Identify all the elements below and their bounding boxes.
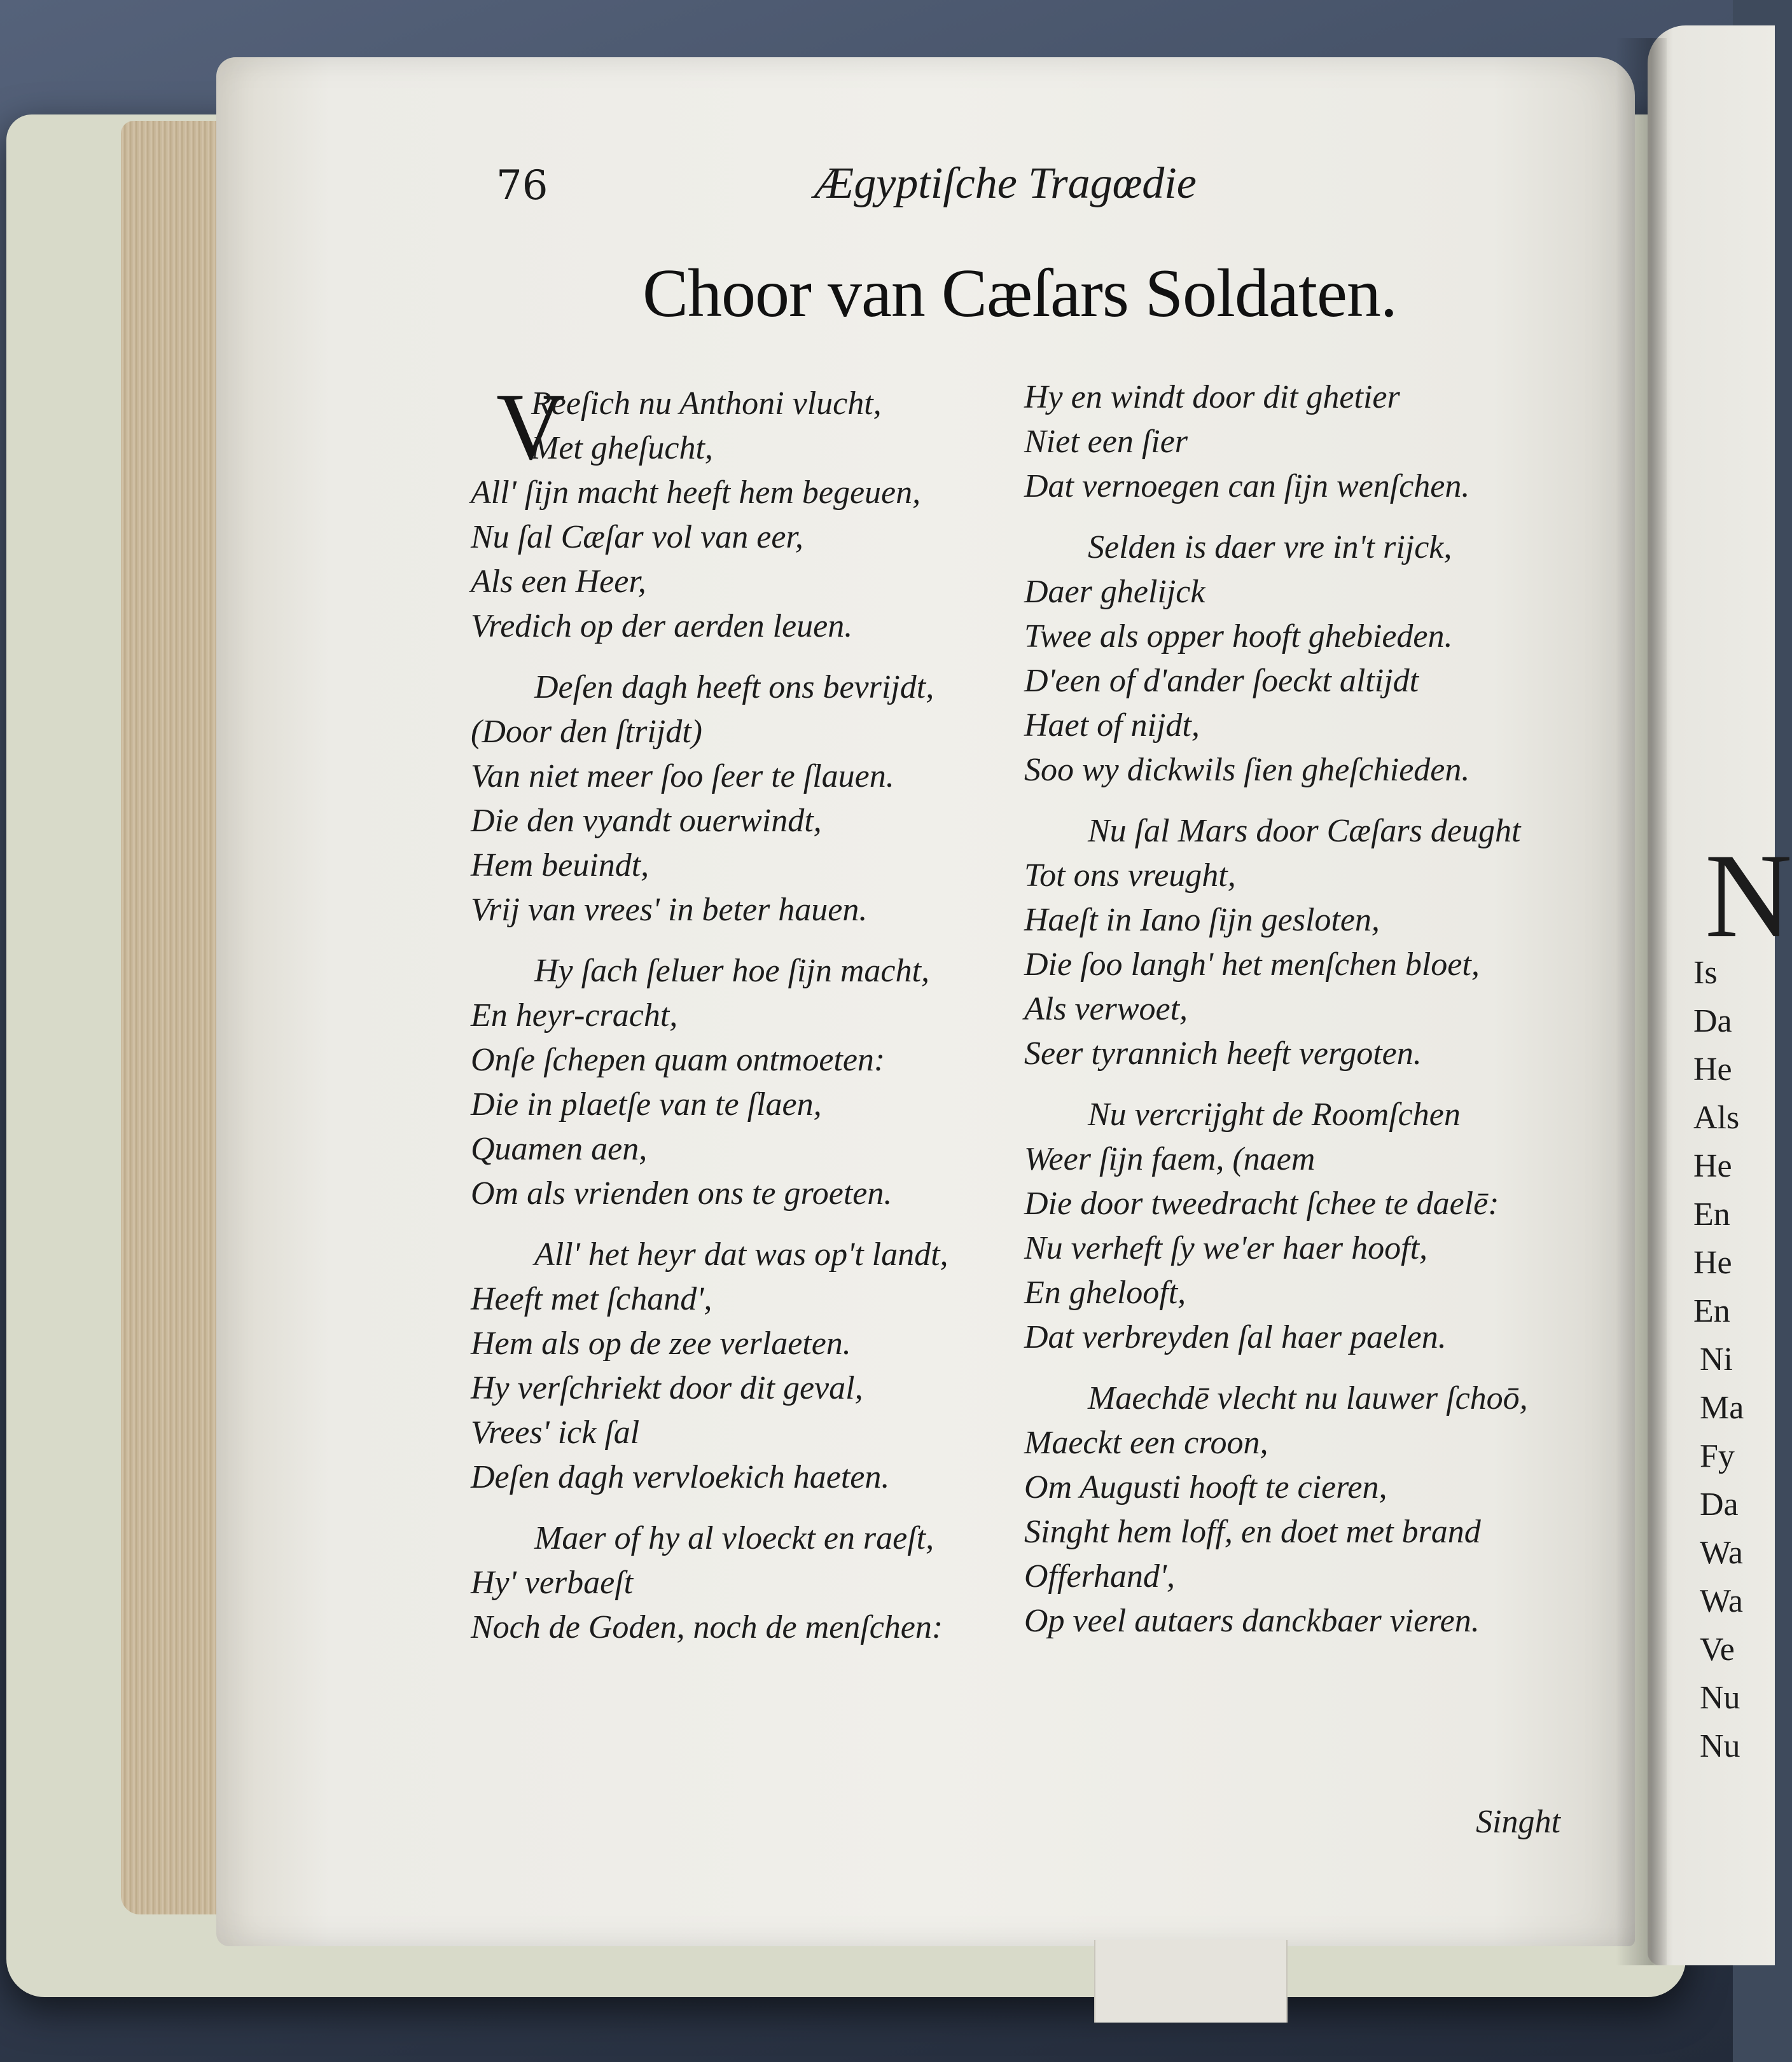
stanza	[471, 382, 1043, 649]
facing-page-line-fragment: Ve	[1700, 1631, 1735, 1668]
verse-line: All' ſijn macht heeft hem begeuen,	[471, 474, 921, 511]
verse-line: Reeſich nu Anthoni vlucht,	[531, 385, 882, 422]
catchword: Singht	[1476, 1804, 1560, 1840]
verse-line: Deſen dagh vervloekich haeten.	[471, 1459, 890, 1495]
facing-page-line-fragment: En	[1693, 1293, 1730, 1329]
stanza	[1024, 1376, 1584, 1643]
verse-line: Tot ons vreught,	[1024, 857, 1236, 894]
stanza	[471, 949, 1043, 1216]
verse-line: Nu ſal Mars door Cæſars deught	[1088, 813, 1521, 849]
verse-line: Hy verſchriekt door dit geval,	[471, 1370, 863, 1406]
running-title: Ægyptiſche Tragœdie	[814, 159, 1197, 208]
facing-page-line-fragment: He	[1693, 1245, 1732, 1281]
verse-line: Dat verbreyden ſal haer paelen.	[1024, 1319, 1447, 1355]
verse-line: Hem beuindt,	[471, 847, 649, 883]
stanza-gap	[1024, 1076, 1584, 1093]
verse-line: Vrij van vrees' in beter hauen.	[471, 892, 868, 928]
stanza	[1024, 1093, 1584, 1360]
verse-line: Hy' verbaeſt	[471, 1565, 634, 1601]
verse-line: Singht hem loff, en doet met brand	[1024, 1514, 1481, 1550]
verse-line: Haet of nijdt,	[1024, 707, 1200, 744]
stanza-gap	[1024, 792, 1584, 809]
running-head	[496, 159, 1387, 232]
stanza	[471, 1233, 1043, 1500]
stanza	[471, 1516, 1043, 1650]
verse-line: Die door tweedracht ſchee te daelē:	[1024, 1186, 1499, 1222]
stanza-gap	[471, 932, 1043, 949]
stanza-gap	[1024, 509, 1584, 525]
verse-line: Nu ſal Cæſar vol van eer,	[471, 519, 803, 555]
verse-line: Om als vrienden ons te groeten.	[471, 1175, 893, 1212]
drop-capital: V	[496, 374, 566, 480]
page-number: 76	[496, 162, 548, 209]
facing-page-line-fragment: He	[1693, 1148, 1732, 1184]
verse-line: Die ſoo langh' het menſchen bloet,	[1024, 946, 1480, 983]
verse-line: Als een Heer,	[471, 564, 646, 600]
facing-page-line-fragment: Nu	[1700, 1680, 1740, 1716]
stanza-gap	[471, 649, 1043, 665]
stanza-gap	[471, 1500, 1043, 1516]
stanza	[471, 665, 1043, 932]
facing-page-line-fragment: Ma	[1700, 1390, 1744, 1426]
verse-line: (Door den ſtrijdt)	[471, 714, 702, 750]
facing-page-line-fragment: Da	[1700, 1486, 1739, 1523]
facing-page-line-fragment: Da	[1693, 1003, 1732, 1039]
verse-line: Vredich op der aerden leuen.	[471, 608, 853, 644]
verse-line: Deſen dagh heeft ons bevrijdt,	[534, 669, 934, 705]
verse-line: All' het heyr dat was op't landt,	[534, 1236, 948, 1273]
facing-page-line-fragment: Wa	[1700, 1583, 1743, 1619]
verse-line: Maer of hy al vloeckt en raeſt,	[534, 1520, 934, 1556]
verse-line: Noch de Goden, noch de menſchen:	[471, 1609, 943, 1645]
facing-page-line-fragment: En	[1693, 1196, 1730, 1233]
facing-page	[1648, 25, 1792, 1965]
verse-line: Om Augusti hooft te cieren,	[1024, 1469, 1387, 1505]
stanza	[1024, 375, 1584, 509]
page-edges	[121, 121, 223, 1914]
verse-line: Heeft met ſchand',	[471, 1281, 712, 1317]
verse-line: Hy en windt door dit ghetier	[1024, 379, 1400, 415]
verse-line: Dat vernoegen can ſijn wenſchen.	[1024, 468, 1470, 504]
verse-line: Weer ſijn faem, (naem	[1024, 1141, 1316, 1177]
facing-page-line-fragment: Is	[1693, 955, 1718, 991]
facing-page-line-fragment: He	[1693, 1051, 1732, 1088]
verse-line: Die in plaetſe van te ſlaen,	[471, 1086, 822, 1123]
verse-line: Hy ſach ſeluer hoe ſijn macht,	[534, 953, 929, 989]
verse-line: Van niet meer ſoo ſeer te ſlauen.	[471, 758, 894, 794]
right-column	[1024, 375, 1584, 1643]
verse-line: Niet een ſier	[1024, 424, 1188, 460]
verse-line: En ghelooft,	[1024, 1275, 1186, 1311]
verse-line: Als verwoet,	[1024, 991, 1188, 1027]
facing-page-line-fragment: Nu	[1700, 1728, 1740, 1764]
verse-line: Maeckt een croon,	[1024, 1425, 1268, 1461]
chapter-heading: Choor van Cæſars Soldaten.	[642, 256, 1397, 331]
verse-line: D'een of d'ander ſoeckt altijdt	[1024, 663, 1419, 699]
verse-line: Hem als op de zee verlaeten.	[471, 1325, 851, 1362]
verse-line: Vrees' ick ſal	[471, 1415, 640, 1451]
stanza	[1024, 525, 1584, 792]
verse-line: Soo wy dickwils ſien gheſchieden.	[1024, 752, 1470, 788]
verse-line: Nu verheft ſy we'er haer hooft,	[1024, 1230, 1428, 1266]
verse-line: Nu vercrijght de Roomſchen	[1088, 1097, 1461, 1133]
facing-page-line-fragment: Als	[1693, 1100, 1740, 1136]
facing-page-line-fragment: Wa	[1700, 1535, 1743, 1571]
verse-line: Daer ghelijck	[1024, 574, 1205, 610]
facing-page-line-fragment: Ni	[1700, 1341, 1733, 1378]
paper-tab	[1094, 1940, 1288, 2023]
gutter-shadow	[1616, 38, 1667, 1965]
facing-page-dropcap: N	[1705, 829, 1792, 963]
verse-line: Twee als opper hooft ghebieden.	[1024, 618, 1453, 654]
verse-line: Op veel autaers danckbaer vieren.	[1024, 1603, 1480, 1639]
verse-line: Maechdē vlecht nu lauwer ſchoō,	[1088, 1380, 1528, 1416]
verse-line: Quamen aen,	[471, 1131, 648, 1167]
verse-line: Seer tyrannich heeft vergoten.	[1024, 1035, 1422, 1072]
stanza	[1024, 809, 1584, 1076]
stanza-gap	[1024, 1360, 1584, 1376]
verse-line: Onſe ſchepen quam ontmoeten:	[471, 1042, 886, 1078]
verse-line: Die den vyandt ouerwindt,	[471, 803, 822, 839]
left-column	[471, 382, 1043, 1650]
stanza-gap	[471, 1216, 1043, 1233]
verse-line: Met gheſucht,	[531, 430, 713, 466]
verse-line: Selden is daer vre in't rijck,	[1088, 529, 1452, 565]
verse-line: Haeſt in Iano ſijn gesloten,	[1024, 902, 1380, 938]
verse-line: Offerhand',	[1024, 1558, 1175, 1595]
facing-page-line-fragment: Fy	[1700, 1438, 1735, 1474]
verse-line: En heyr-cracht,	[471, 997, 678, 1034]
